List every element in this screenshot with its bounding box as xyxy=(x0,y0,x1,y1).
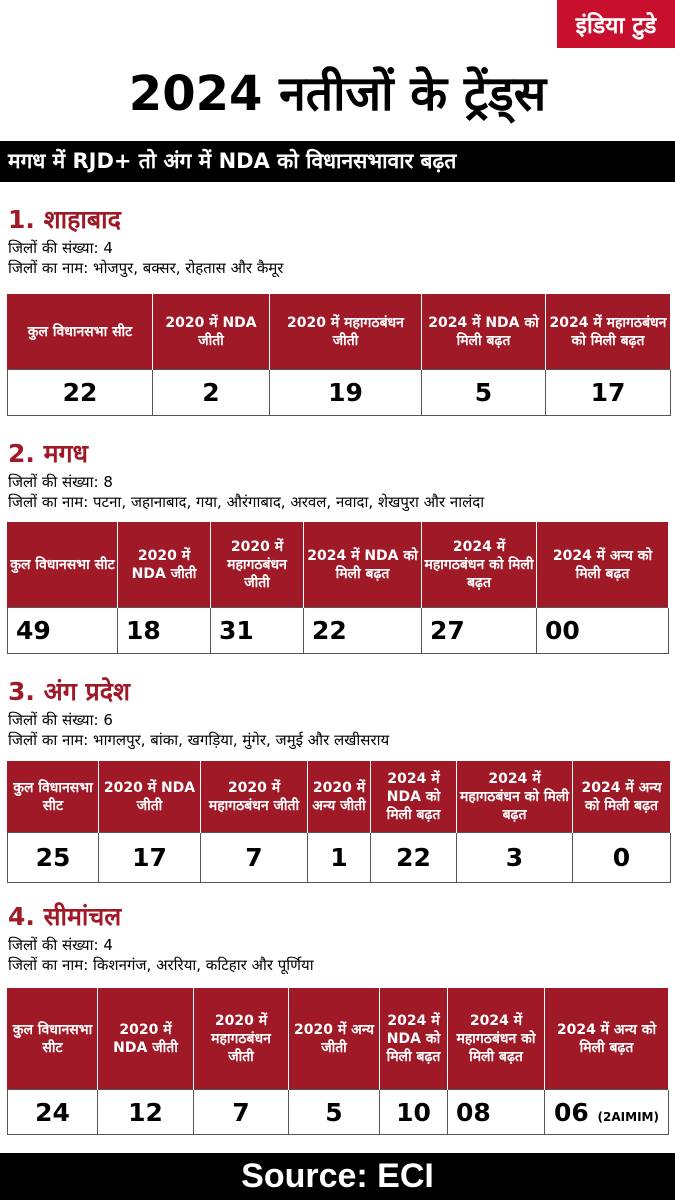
col-header: 2020 में महागठबंधन जीती xyxy=(194,988,289,1090)
col-header: 2024 में NDA को मिली बढ़त xyxy=(380,988,448,1090)
col-header: 2020 में NDA जीती xyxy=(99,761,201,833)
table-cell xyxy=(545,1090,669,1135)
district-names-line xyxy=(8,493,484,512)
results-table xyxy=(7,293,671,416)
col-header: 2024 में NDA को मिली बढ़त xyxy=(422,294,546,370)
table-cell: 3 xyxy=(457,833,573,883)
col-header: 2020 में अन्य जीती xyxy=(308,761,371,833)
subtitle-banner: मगध में RJD+ तो अंग में NDA को विधानसभावार बढ़त xyxy=(0,141,675,182)
table-cell: 18 xyxy=(118,608,211,654)
col-header: 2024 में अन्य को मिली बढ़त xyxy=(537,522,669,608)
col-header: 2024 में अन्य को मिली बढ़त xyxy=(545,988,669,1090)
col-header: 2024 में महागठबंधन को मिली बढ़त xyxy=(457,761,573,833)
table-cell: 22 xyxy=(8,370,153,416)
col-header: 2024 में महागठबंधन को मिली बढ़त xyxy=(448,988,545,1090)
col-header: 2020 में महागठबंधन जीती xyxy=(201,761,308,833)
table-cell: 25 xyxy=(8,833,99,883)
table-cell: 1 xyxy=(308,833,371,883)
table-cell: 22 xyxy=(304,608,422,654)
table-cell: 19 xyxy=(270,370,422,416)
table-cell: 31 xyxy=(211,608,304,654)
district-count-line xyxy=(8,473,113,492)
col-header: 2020 में महागठबंधन जीती xyxy=(270,294,422,370)
table-cell: 0 xyxy=(573,833,671,883)
cell-note: (2AIMIM) xyxy=(597,1109,659,1124)
district-names-value: भोजपुर, बक्सर, रोहतास और कैमूर xyxy=(93,259,284,277)
table-cell: 17 xyxy=(546,370,671,416)
district-names-label: जिलों का नाम: xyxy=(8,731,89,749)
results-table xyxy=(7,521,669,654)
table-cell: 27 xyxy=(422,608,537,654)
col-header: 2020 में NDA जीती xyxy=(118,522,211,608)
col-header: 2020 में NDA जीती xyxy=(98,988,194,1090)
results-table xyxy=(7,760,671,883)
col-header: कुल विधानसभा सीट xyxy=(8,294,153,370)
district-count-label: जिलों की संख्या: xyxy=(8,936,99,954)
district-count-value: 4 xyxy=(103,936,113,954)
table-cell: 49 xyxy=(8,608,118,654)
col-header: 2020 में अन्य जीती xyxy=(289,988,380,1090)
col-header: कुल विधानसभा सीट xyxy=(8,522,118,608)
table-cell: 5 xyxy=(289,1090,380,1135)
table-cell: 10 xyxy=(380,1090,448,1135)
district-names-line xyxy=(8,956,314,975)
table-cell: 2 xyxy=(153,370,270,416)
district-names-line xyxy=(8,731,389,750)
district-count-value: 4 xyxy=(103,239,113,257)
district-names-label: जिलों का नाम: xyxy=(8,493,89,511)
district-count-line xyxy=(8,711,113,730)
district-count-line xyxy=(8,936,113,955)
district-names-line xyxy=(8,259,283,278)
col-header: कुल विधानसभा सीट xyxy=(8,988,98,1090)
district-names-value: पटना, जहानाबाद, गया, औरंगाबाद, अरवल, नवादा, शेखपुरा और नालंदा xyxy=(93,493,485,511)
source-footer: Source: ECI xyxy=(0,1153,675,1200)
district-count-line xyxy=(8,239,113,258)
district-names-label: जिलों का नाम: xyxy=(8,259,89,277)
section-title: 3. अंग प्रदेश xyxy=(8,677,130,706)
district-count-value: 6 xyxy=(103,711,113,729)
brand-logo: इंडिया टुडे xyxy=(557,0,675,48)
district-names-value: भागलपुर, बांका, खगड़िया, मुंगेर, जमुई और लखीसराय xyxy=(93,731,390,749)
col-header: 2020 में महागठबंधन जीती xyxy=(211,522,304,608)
district-count-value: 8 xyxy=(103,473,113,491)
col-header: 2024 में महागठबंधन को मिली बढ़त xyxy=(546,294,671,370)
district-count-label: जिलों की संख्या: xyxy=(8,473,99,491)
district-count-label: जिलों की संख्या: xyxy=(8,239,99,257)
table-cell: 08 xyxy=(448,1090,545,1135)
col-header: 2024 में NDA को मिली बढ़त xyxy=(371,761,457,833)
section-title: 2. मगध xyxy=(8,439,88,468)
col-header: 2024 में NDA को मिली बढ़त xyxy=(304,522,422,608)
table-cell: 22 xyxy=(371,833,457,883)
table-cell: 7 xyxy=(201,833,308,883)
page-title: 2024 नतीजों के ट्रेंड्स xyxy=(128,66,547,122)
section-title: 1. शाहाबाद xyxy=(8,205,121,234)
col-header: कुल विधानसभा सीट xyxy=(8,761,99,833)
section-title: 4. सीमांचल xyxy=(8,902,122,931)
table-cell: 00 xyxy=(537,608,669,654)
table-cell: 24 xyxy=(8,1090,98,1135)
col-header: 2020 में NDA जीती xyxy=(153,294,270,370)
table-cell: 5 xyxy=(422,370,546,416)
district-names-value: किशनगंज, अररिया, कटिहार और पूर्णिया xyxy=(93,956,314,974)
table-cell: 7 xyxy=(194,1090,289,1135)
results-table xyxy=(7,987,669,1135)
col-header: 2024 में महागठबंधन को मिली बढ़त xyxy=(422,522,537,608)
district-count-label: जिलों की संख्या: xyxy=(8,711,99,729)
col-header: 2024 में अन्य को मिली बढ़त xyxy=(573,761,671,833)
table-cell: 17 xyxy=(99,833,201,883)
cell-value: 06 xyxy=(554,1097,589,1127)
table-cell: 12 xyxy=(98,1090,194,1135)
district-names-label: जिलों का नाम: xyxy=(8,956,89,974)
